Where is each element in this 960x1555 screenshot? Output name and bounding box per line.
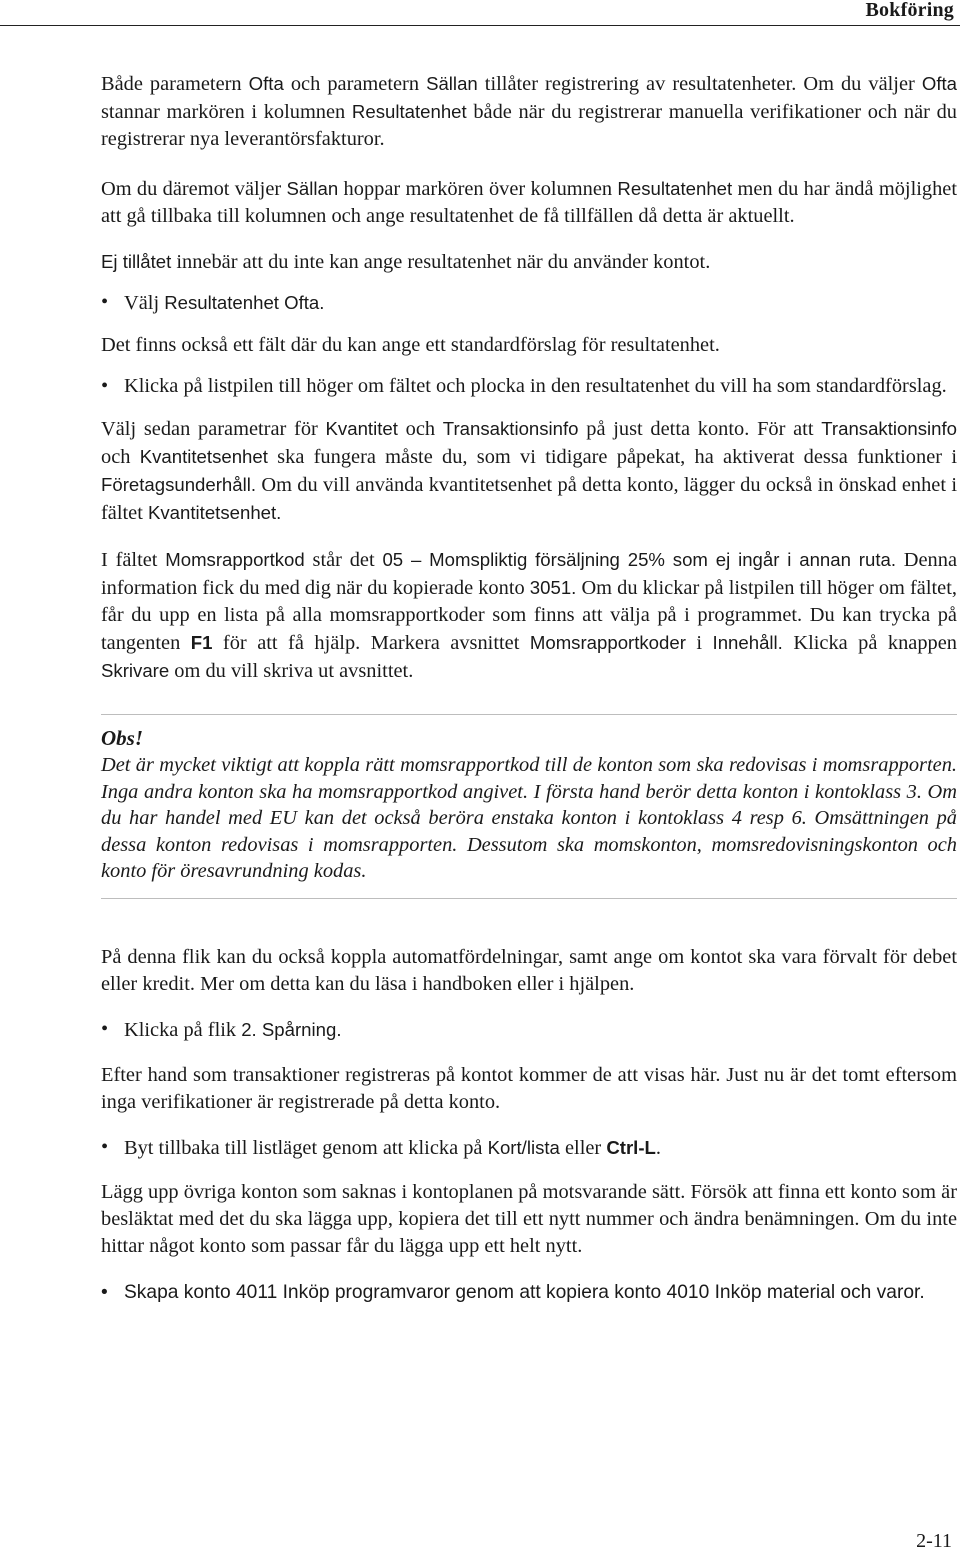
ui-term: Ofta <box>921 73 957 94</box>
ui-term: Momsrapportkoder <box>529 632 686 653</box>
ui-term: Resultatenhet <box>351 101 467 122</box>
ui-term: Transaktionsinfo <box>821 418 957 439</box>
ui-term: Kvantitetsenhet <box>139 446 268 467</box>
paragraph-sallan: Om du däremot väljer Sällan hoppar markören över kolumnen Resultatenhet men du har ändå möjlighet att gå tillbaka till kolumnen och ange resultatenhet de få tillfällen då detta är aktuellt. <box>101 178 958 227</box>
header-rule <box>0 25 960 26</box>
ui-term: Skrivare <box>101 660 170 681</box>
ui-term: Kvantitetsenhet. <box>147 502 282 523</box>
paragraph-frequency-params: Både parametern Ofta och parametern Sällan tillåter registrering av resultatenheter. Om du väljer Ofta stannar markören i kolumnen Resultatenhet både när du registrerar manuella verifikationer och när du registrerar nya leverantörsfakturor. <box>101 73 957 150</box>
key-term: Ctrl-L <box>606 1136 656 1158</box>
ui-term: Företagsunderhåll. <box>101 474 257 495</box>
bullet-glyph: • <box>101 375 109 397</box>
bullet-valj-resultatenhet: • Välj Resultatenhet Ofta. <box>101 291 325 314</box>
bullet-glyph: • <box>101 1135 109 1158</box>
ui-term: 2. Spårning. <box>241 1018 342 1040</box>
obs-top-rule <box>101 714 957 715</box>
bullet-glyph: • <box>101 1281 108 1303</box>
ui-term: Resultatenhet <box>617 178 733 199</box>
ui-term: Resultatenhet Ofta. <box>164 292 325 313</box>
paragraph-standardforslag: Det finns också ett fält där du kan ange ett standardförslag för resultatenhet. <box>101 334 720 356</box>
ui-term: Ej tillåtet <box>101 251 172 272</box>
page-body <box>101 70 957 1308</box>
bullet-skapa-konto: • Skapa konto 4011 Inköp programvaror genom att kopiera konto 4010 Inköp material och varor. <box>101 1278 957 1308</box>
bullet-klicka-flik: • Klicka på flik 2. Spårning. <box>101 1017 342 1041</box>
paragraph-ej-tillatet: Ej tillåtet innebär att du inte kan ange resultatenhet när du använder kontot. <box>101 251 711 273</box>
paragraph-momsrapportkod: I fältet Momsrapportkod står det 05 – Momspliktig försäljning 25% som ej ingår i annan ruta. Denna information fick du med dig när du kopierade konto 3051. Om du klickar på listpilen till höger om fältet, får du upp en lista på alla momsrapportkoder som finns att välja på i programmet. Du kan trycka på tangenten F1 för att få hjälp. Markera avsnittet Momsrapportkoder i Innehåll. Klicka på knappen Skrivare om du vill skriva ut avsnittet. <box>101 549 957 682</box>
ui-term: Ofta <box>248 73 284 94</box>
ui-term: Kort/lista <box>487 1136 560 1158</box>
bullet-glyph: • <box>101 291 109 313</box>
ui-term: 3051. <box>529 577 577 598</box>
ui-term: Transaktionsinfo <box>442 418 579 439</box>
ui-term: Sällan <box>426 73 478 94</box>
obs-bottom-rule <box>101 898 957 899</box>
paragraph-automatfordelningar: På denna flik kan du också koppla automatfördelningar, samt ange om kontot ska vara förvalt för debet eller kredit. Mer om detta kan du läsa i handboken eller i hjälpen. <box>101 945 957 995</box>
paragraph-transaktioner: Efter hand som transaktioner registreras på kontot kommer de att visas här. Just nu är det tomt eftersom inga verifikationer är registrerade på detta konto. <box>101 1063 957 1113</box>
obs-text: Det är mycket viktigt att koppla rätt momsrapportkod till de konton som ska redovisas i momsrapporten. Inga andra konton ska ha momsrapportkod angivet. I första hand berör detta konton i kontoklass 3. Om du har handel med EU kan det också beröra enstaka konton i kontoklass 4 resp 6. Omsättningen på dessa konton redovisas i momsrapporten. Dessutom ska momskonton, momsredovisningskonton och konto för öresavrundning kodas. <box>101 754 957 882</box>
paragraph-kvantitet: Välj sedan parametrar för Kvantitet och Transaktionsinfo på just detta konto. För att Transaktionsinfo och Kvantitetsenhet ska fungera måste du, som vi tidigare påpekat, ha aktiverat dessa funktioner i Företagsunderhåll. Om du vill använda kvantitetsenhet på detta konto, lägger du också in önskad enhet i fältet Kvantitetsenhet. <box>101 418 957 524</box>
bullet-glyph: • <box>101 1017 109 1040</box>
ui-term: Momsrapportkod <box>165 549 305 570</box>
page-number: 2-11 <box>916 1530 952 1552</box>
ui-term: Kvantitet <box>325 418 398 439</box>
key-term: F1 <box>190 632 213 653</box>
ui-term: Sällan <box>286 178 339 199</box>
bullet-klicka-listpilen: • Klicka på listpilen till höger om fältet och plocka in den resultatenhet du vill ha som standardförslag. <box>101 373 957 400</box>
page-header-title: Bokföring <box>865 0 954 21</box>
obs-title: Obs! <box>101 726 144 750</box>
ui-term: Innehåll. <box>712 632 783 653</box>
ui-term: 05 – Momspliktig försäljning 25% som ej ingår i annan ruta. <box>382 549 896 570</box>
paragraph-ovriga-konton: Lägg upp övriga konton som saknas i kontoplanen på motsvarande sätt. Försök att finna ett konto som är besläktat med det du ska lägga upp, kopiera det till ett nytt nummer och ändra benämningen. Om du inte hittar något konto som passar får du lägga upp ett helt nytt. <box>101 1180 957 1257</box>
bullet-byt-listlaget: • Byt tillbaka till listläget genom att klicka på Kort/lista eller Ctrl-L. <box>101 1135 662 1159</box>
